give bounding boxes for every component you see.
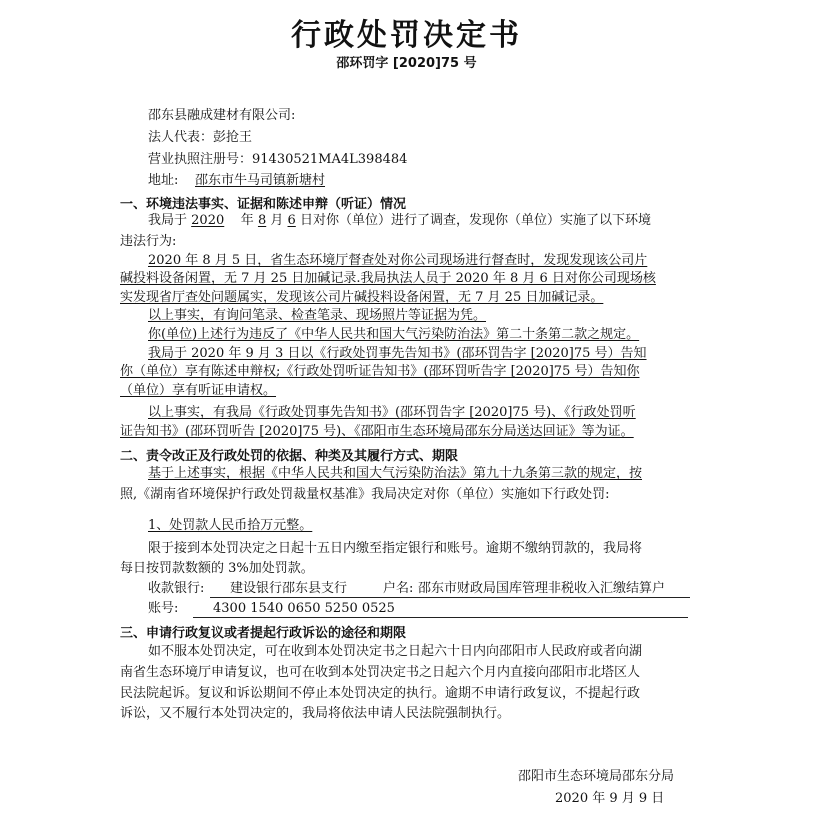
fact-line-3: 实发现省厅查处问题属实，发现该公司片碱投料设备闲置，无 7 月 25 日加碱记录。 bbox=[120, 290, 604, 305]
fact-line-2: 碱投料设备闲置，无 7 月 25 日加碱记录.我局执法人员于 2020 年 8 月 6 日对你公司现场核 bbox=[120, 271, 656, 286]
payee-value: 邵东市财政局国库管理非税收入汇缴结算户 bbox=[418, 581, 666, 596]
violation-line: 你(单位)上述行为违反了《中华人民共和国大气污染防治法》第二十条第二款之规定。 bbox=[148, 327, 640, 342]
document-number: 邵环罚字 [2020]75 号 bbox=[336, 56, 477, 71]
account-underline bbox=[193, 617, 688, 618]
investigation-line bbox=[148, 212, 651, 230]
basis-line-2: 照,《湖南省环境保护行政处罚裁量权基准》我局决定对你（单位）实施如下行政处罚: bbox=[120, 487, 610, 502]
document-title: 行政处罚决定书 bbox=[291, 18, 522, 53]
payment-line-2: 每日按罚款数额的 3%加处罚款。 bbox=[120, 561, 314, 576]
investigation-suffix: 日对你（单位）进行了调查，发现你（单位）实施了以下环境 bbox=[299, 213, 651, 228]
account-value: 4300 1540 0650 5250 0525 bbox=[213, 601, 395, 616]
notice-line-3: （单位）享有听证申请权。 bbox=[120, 383, 277, 398]
address-value: 邵东市牛马司镇新塘村 bbox=[195, 173, 326, 188]
appeal-line-4: 诉讼，又不履行本处罚决定的，我局将依法申请人民法院强制执行。 bbox=[120, 706, 511, 721]
bank-value: 建设银行邵东县支行 bbox=[230, 581, 348, 596]
bank-underline bbox=[210, 597, 690, 598]
address-label: 地址: bbox=[148, 173, 179, 188]
bank-label: 收款银行: bbox=[148, 581, 205, 596]
section3-heading: 三、申请行政复议或者提起行政诉讼的途径和期限 bbox=[120, 626, 407, 641]
payee-label: 户名: bbox=[383, 581, 414, 596]
section1-heading: 一、环境违法事实、证据和陈述申辩（听证）情况 bbox=[120, 197, 407, 212]
investigation-prefix: 我局于 bbox=[148, 213, 188, 228]
appeal-line-3: 民法院起诉。复议和诉讼期间不停止本处罚决定的执行。逾期不申请行政复议，不提起行政 bbox=[120, 686, 641, 701]
month-char: 月 bbox=[270, 213, 284, 228]
business-license: 营业执照注册号：91430521MA4L398484 bbox=[148, 152, 408, 167]
company-name: 邵东县融成建材有限公司: bbox=[148, 108, 296, 123]
violation-intro: 违法行为: bbox=[120, 234, 177, 249]
section2-heading: 二、责令改正及行政处罚的依据、种类及其履行方式、期限 bbox=[120, 449, 459, 464]
legal-representative: 法人代表：彭抢王 bbox=[148, 130, 253, 145]
investigation-year: 2020 bbox=[191, 213, 225, 228]
proof-line-1: 以上事实，有我局《行政处罚事先告知书》(邵环罚告字 [2020]75 号)、《行政处罚听 bbox=[148, 405, 636, 420]
investigation-month: 8 bbox=[257, 213, 267, 228]
basis-line-1: 基于上述事实，根据《中华人民共和国大气污染防治法》第九十九条第三款的规定，按 bbox=[148, 466, 643, 481]
payment-line-1: 限于接到本处罚决定之日起十五日内缴至指定银行和账号。逾期不缴纳罚款的，我局将 bbox=[148, 541, 643, 556]
investigation-day: 6 bbox=[287, 213, 296, 228]
account-label: 账号: bbox=[148, 601, 179, 616]
appeal-line-2: 南省生态环境厅申请复议，也可在收到本处罚决定书之日起六个月内直接向邵阳市北塔区人 bbox=[120, 665, 641, 680]
fact-line-1: 2020 年 8 月 5 日，省生态环境厅督查处对你公司现场进行督查时，发现发现该公司片 bbox=[148, 253, 648, 268]
appeal-line-1: 如不服本处罚决定，可在收到本处罚决定书之日起六十日内向邵阳市人民政府或者向湖 bbox=[148, 644, 643, 659]
year-char: 年 bbox=[240, 213, 254, 228]
penalty-item: 1、处罚款人民币拾万元整。 bbox=[148, 518, 313, 533]
notice-line-1: 我局于 2020 年 9 月 3 日以《行政处罚事先告知书》(邵环罚告字 [2020]75 号）告知 bbox=[148, 346, 647, 361]
evidence-line: 以上事实，有询问笔录、检查笔录、现场照片等证据为凭。 bbox=[148, 308, 487, 323]
proof-line-2: 证告知书》(邵环罚听告 [2020]75 号)、《邵阳市生态环境局邵东分局送达回证》等为证。 bbox=[120, 424, 634, 439]
issue-date: 2020 年 9 月 9 日 bbox=[555, 791, 665, 806]
notice-line-2: 你（单位）享有陈述申辩权;《行政处罚听证告知书》(邵环罚听告字 [2020]75 号）告知你 bbox=[120, 364, 640, 379]
issuing-organization: 邵阳市生态环境局邵东分局 bbox=[518, 769, 675, 784]
